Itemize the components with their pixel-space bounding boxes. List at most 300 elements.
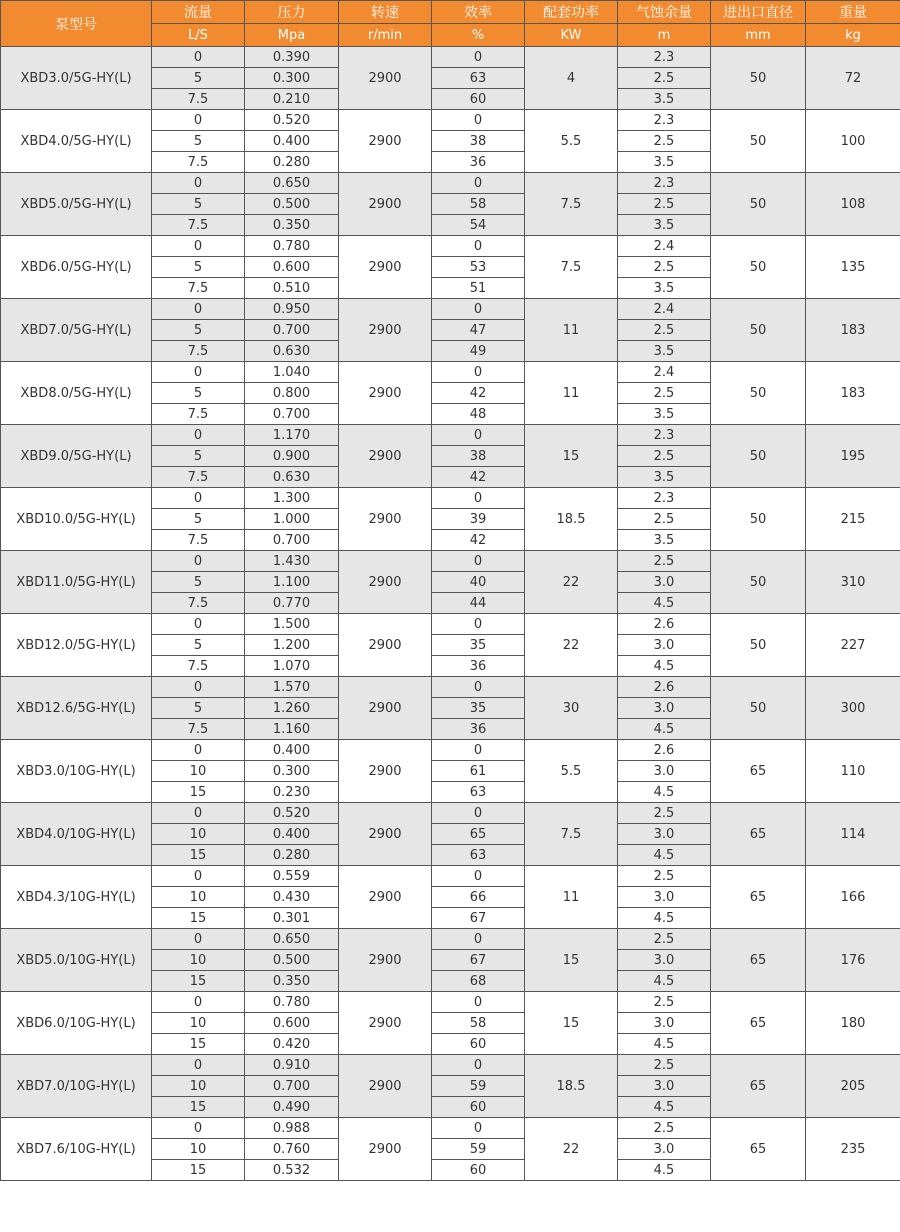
- header-model: 泵型号: [1, 1, 152, 47]
- npsh-cell: 2.3: [618, 173, 711, 194]
- pressure-cell: 0.400: [245, 824, 339, 845]
- pressure-cell: 0.780: [245, 992, 339, 1013]
- diameter-cell: 50: [711, 173, 806, 236]
- flow-cell: 7.5: [152, 152, 245, 173]
- pressure-cell: 0.301: [245, 908, 339, 929]
- flow-cell: 0: [152, 677, 245, 698]
- weight-cell: 135: [806, 236, 900, 299]
- flow-cell: 0: [152, 425, 245, 446]
- efficiency-cell: 63: [432, 845, 525, 866]
- efficiency-cell: 59: [432, 1139, 525, 1160]
- diameter-cell: 50: [711, 299, 806, 362]
- weight-cell: 110: [806, 740, 900, 803]
- efficiency-cell: 67: [432, 908, 525, 929]
- efficiency-cell: 0: [432, 173, 525, 194]
- efficiency-cell: 66: [432, 887, 525, 908]
- npsh-cell: 2.5: [618, 803, 711, 824]
- pressure-cell: 0.280: [245, 152, 339, 173]
- flow-cell: 15: [152, 845, 245, 866]
- flow-cell: 0: [152, 1055, 245, 1076]
- power-cell: 11: [525, 299, 618, 362]
- flow-cell: 0: [152, 992, 245, 1013]
- pressure-cell: 0.988: [245, 1118, 339, 1139]
- npsh-cell: 3.5: [618, 467, 711, 488]
- efficiency-cell: 0: [432, 110, 525, 131]
- npsh-cell: 3.5: [618, 278, 711, 299]
- model-cell: XBD12.0/5G-HY(L): [1, 614, 152, 677]
- pressure-cell: 1.170: [245, 425, 339, 446]
- pressure-cell: 0.950: [245, 299, 339, 320]
- speed-cell: 2900: [339, 992, 432, 1055]
- model-cell: XBD12.6/5G-HY(L): [1, 677, 152, 740]
- weight-cell: 183: [806, 299, 900, 362]
- pressure-cell: 0.700: [245, 530, 339, 551]
- model-cell: XBD8.0/5G-HY(L): [1, 362, 152, 425]
- efficiency-cell: 59: [432, 1076, 525, 1097]
- table-row: [1, 236, 900, 257]
- efficiency-cell: 0: [432, 1055, 525, 1076]
- efficiency-cell: 0: [432, 299, 525, 320]
- weight-cell: 108: [806, 173, 900, 236]
- table-row: [1, 551, 900, 572]
- header-pressure-unit: Mpa: [245, 24, 339, 47]
- speed-cell: 2900: [339, 110, 432, 173]
- diameter-cell: 50: [711, 614, 806, 677]
- npsh-cell: 2.3: [618, 425, 711, 446]
- pressure-cell: 0.700: [245, 404, 339, 425]
- weight-cell: 166: [806, 866, 900, 929]
- efficiency-cell: 47: [432, 320, 525, 341]
- npsh-cell: 4.5: [618, 1034, 711, 1055]
- power-cell: 15: [525, 992, 618, 1055]
- table-row: [1, 1055, 900, 1076]
- npsh-cell: 2.5: [618, 929, 711, 950]
- table-row: [1, 47, 900, 68]
- efficiency-cell: 58: [432, 194, 525, 215]
- power-cell: 22: [525, 614, 618, 677]
- npsh-cell: 3.5: [618, 152, 711, 173]
- model-cell: XBD3.0/5G-HY(L): [1, 47, 152, 110]
- pressure-cell: 1.100: [245, 572, 339, 593]
- efficiency-cell: 42: [432, 467, 525, 488]
- power-cell: 7.5: [525, 803, 618, 866]
- diameter-cell: 50: [711, 425, 806, 488]
- npsh-cell: 3.5: [618, 341, 711, 362]
- weight-cell: 100: [806, 110, 900, 173]
- header-npsh-unit: m: [618, 24, 711, 47]
- flow-cell: 0: [152, 866, 245, 887]
- header-speed: 转速: [339, 1, 432, 24]
- weight-cell: 72: [806, 47, 900, 110]
- power-cell: 5.5: [525, 110, 618, 173]
- header-power-unit: KW: [525, 24, 618, 47]
- flow-cell: 0: [152, 173, 245, 194]
- header-npsh: 气蚀余量: [618, 1, 711, 24]
- flow-cell: 0: [152, 236, 245, 257]
- diameter-cell: 50: [711, 362, 806, 425]
- npsh-cell: 2.5: [618, 992, 711, 1013]
- flow-cell: 7.5: [152, 530, 245, 551]
- npsh-cell: 4.5: [618, 719, 711, 740]
- pressure-cell: 0.520: [245, 110, 339, 131]
- npsh-cell: 2.5: [618, 866, 711, 887]
- flow-cell: 15: [152, 1034, 245, 1055]
- pressure-cell: 1.500: [245, 614, 339, 635]
- flow-cell: 5: [152, 383, 245, 404]
- weight-cell: 114: [806, 803, 900, 866]
- speed-cell: 2900: [339, 1055, 432, 1118]
- table-row: [1, 740, 900, 761]
- efficiency-cell: 48: [432, 404, 525, 425]
- npsh-cell: 4.5: [618, 593, 711, 614]
- efficiency-cell: 0: [432, 47, 525, 68]
- speed-cell: 2900: [339, 47, 432, 110]
- efficiency-cell: 44: [432, 593, 525, 614]
- npsh-cell: 2.4: [618, 299, 711, 320]
- efficiency-cell: 67: [432, 950, 525, 971]
- pressure-cell: 0.420: [245, 1034, 339, 1055]
- diameter-cell: 65: [711, 1118, 806, 1181]
- efficiency-cell: 0: [432, 866, 525, 887]
- pressure-cell: 0.800: [245, 383, 339, 404]
- speed-cell: 2900: [339, 362, 432, 425]
- pressure-cell: 0.600: [245, 257, 339, 278]
- efficiency-cell: 68: [432, 971, 525, 992]
- efficiency-cell: 36: [432, 152, 525, 173]
- flow-cell: 0: [152, 299, 245, 320]
- npsh-cell: 2.5: [618, 194, 711, 215]
- flow-cell: 10: [152, 887, 245, 908]
- header-diameter: 进出口直径: [711, 1, 806, 24]
- speed-cell: 2900: [339, 866, 432, 929]
- table-row: [1, 1118, 900, 1139]
- pressure-cell: 0.390: [245, 47, 339, 68]
- npsh-cell: 4.5: [618, 656, 711, 677]
- table-row: [1, 677, 900, 698]
- table-row: [1, 110, 900, 131]
- speed-cell: 2900: [339, 236, 432, 299]
- model-cell: XBD4.3/10G-HY(L): [1, 866, 152, 929]
- power-cell: 11: [525, 866, 618, 929]
- pressure-cell: 0.300: [245, 68, 339, 89]
- npsh-cell: 2.5: [618, 551, 711, 572]
- model-cell: XBD3.0/10G-HY(L): [1, 740, 152, 803]
- pressure-cell: 0.400: [245, 740, 339, 761]
- diameter-cell: 50: [711, 677, 806, 740]
- efficiency-cell: 54: [432, 215, 525, 236]
- speed-cell: 2900: [339, 299, 432, 362]
- flow-cell: 7.5: [152, 656, 245, 677]
- npsh-cell: 4.5: [618, 1097, 711, 1118]
- table-row: [1, 299, 900, 320]
- npsh-cell: 2.3: [618, 110, 711, 131]
- npsh-cell: 2.5: [618, 131, 711, 152]
- npsh-cell: 2.3: [618, 488, 711, 509]
- diameter-cell: 50: [711, 110, 806, 173]
- efficiency-cell: 0: [432, 677, 525, 698]
- header-weight-unit: kg: [806, 24, 900, 47]
- npsh-cell: 2.6: [618, 677, 711, 698]
- flow-cell: 10: [152, 1139, 245, 1160]
- pressure-cell: 1.040: [245, 362, 339, 383]
- pressure-cell: 0.430: [245, 887, 339, 908]
- pressure-cell: 0.780: [245, 236, 339, 257]
- pressure-cell: 0.600: [245, 1013, 339, 1034]
- npsh-cell: 3.0: [618, 1013, 711, 1034]
- pressure-cell: 1.160: [245, 719, 339, 740]
- flow-cell: 5: [152, 257, 245, 278]
- efficiency-cell: 51: [432, 278, 525, 299]
- pressure-cell: 0.900: [245, 446, 339, 467]
- flow-cell: 10: [152, 950, 245, 971]
- flow-cell: 15: [152, 782, 245, 803]
- model-cell: XBD7.0/5G-HY(L): [1, 299, 152, 362]
- power-cell: 5.5: [525, 740, 618, 803]
- flow-cell: 15: [152, 1097, 245, 1118]
- efficiency-cell: 65: [432, 824, 525, 845]
- speed-cell: 2900: [339, 425, 432, 488]
- efficiency-cell: 39: [432, 509, 525, 530]
- model-cell: XBD6.0/10G-HY(L): [1, 992, 152, 1055]
- pressure-cell: 0.630: [245, 467, 339, 488]
- pressure-cell: 0.650: [245, 929, 339, 950]
- npsh-cell: 3.5: [618, 215, 711, 236]
- power-cell: 7.5: [525, 173, 618, 236]
- npsh-cell: 2.5: [618, 509, 711, 530]
- diameter-cell: 65: [711, 740, 806, 803]
- npsh-cell: 3.0: [618, 1139, 711, 1160]
- pressure-cell: 0.510: [245, 278, 339, 299]
- header-power: 配套功率: [525, 1, 618, 24]
- efficiency-cell: 40: [432, 572, 525, 593]
- pressure-cell: 0.700: [245, 320, 339, 341]
- npsh-cell: 2.5: [618, 1118, 711, 1139]
- model-cell: XBD4.0/10G-HY(L): [1, 803, 152, 866]
- table-body: [1, 47, 900, 1181]
- npsh-cell: 4.5: [618, 971, 711, 992]
- power-cell: 15: [525, 425, 618, 488]
- flow-cell: 10: [152, 1013, 245, 1034]
- speed-cell: 2900: [339, 488, 432, 551]
- npsh-cell: 2.4: [618, 362, 711, 383]
- flow-cell: 0: [152, 614, 245, 635]
- pressure-cell: 0.500: [245, 950, 339, 971]
- npsh-cell: 2.5: [618, 257, 711, 278]
- npsh-cell: 3.0: [618, 698, 711, 719]
- weight-cell: 235: [806, 1118, 900, 1181]
- flow-cell: 5: [152, 572, 245, 593]
- efficiency-cell: 0: [432, 614, 525, 635]
- speed-cell: 2900: [339, 551, 432, 614]
- table-row: [1, 362, 900, 383]
- npsh-cell: 2.5: [618, 1055, 711, 1076]
- header-flow-unit: L/S: [152, 24, 245, 47]
- table-row: [1, 488, 900, 509]
- efficiency-cell: 60: [432, 1160, 525, 1181]
- speed-cell: 2900: [339, 929, 432, 992]
- weight-cell: 300: [806, 677, 900, 740]
- efficiency-cell: 60: [432, 1097, 525, 1118]
- flow-cell: 15: [152, 1160, 245, 1181]
- flow-cell: 0: [152, 1118, 245, 1139]
- weight-cell: 195: [806, 425, 900, 488]
- efficiency-cell: 38: [432, 131, 525, 152]
- diameter-cell: 65: [711, 1055, 806, 1118]
- flow-cell: 7.5: [152, 278, 245, 299]
- flow-cell: 7.5: [152, 467, 245, 488]
- flow-cell: 0: [152, 362, 245, 383]
- efficiency-cell: 61: [432, 761, 525, 782]
- diameter-cell: 65: [711, 929, 806, 992]
- npsh-cell: 2.5: [618, 68, 711, 89]
- diameter-cell: 50: [711, 551, 806, 614]
- weight-cell: 205: [806, 1055, 900, 1118]
- weight-cell: 180: [806, 992, 900, 1055]
- efficiency-cell: 0: [432, 425, 525, 446]
- speed-cell: 2900: [339, 740, 432, 803]
- flow-cell: 5: [152, 509, 245, 530]
- table-row: [1, 425, 900, 446]
- flow-cell: 15: [152, 971, 245, 992]
- flow-cell: 0: [152, 488, 245, 509]
- npsh-cell: 2.5: [618, 320, 711, 341]
- pressure-cell: 0.532: [245, 1160, 339, 1181]
- model-cell: XBD11.0/5G-HY(L): [1, 551, 152, 614]
- speed-cell: 2900: [339, 1118, 432, 1181]
- flow-cell: 5: [152, 698, 245, 719]
- pressure-cell: 1.260: [245, 698, 339, 719]
- flow-cell: 10: [152, 761, 245, 782]
- pressure-cell: 1.200: [245, 635, 339, 656]
- flow-cell: 0: [152, 47, 245, 68]
- model-cell: XBD10.0/5G-HY(L): [1, 488, 152, 551]
- flow-cell: 7.5: [152, 89, 245, 110]
- npsh-cell: 3.0: [618, 635, 711, 656]
- npsh-cell: 3.0: [618, 887, 711, 908]
- flow-cell: 0: [152, 740, 245, 761]
- npsh-cell: 2.5: [618, 383, 711, 404]
- efficiency-cell: 35: [432, 635, 525, 656]
- pressure-cell: 0.400: [245, 131, 339, 152]
- pressure-cell: 0.770: [245, 593, 339, 614]
- model-cell: XBD7.6/10G-HY(L): [1, 1118, 152, 1181]
- header-efficiency-unit: %: [432, 24, 525, 47]
- power-cell: 7.5: [525, 236, 618, 299]
- npsh-cell: 4.5: [618, 845, 711, 866]
- pressure-cell: 1.000: [245, 509, 339, 530]
- flow-cell: 5: [152, 68, 245, 89]
- weight-cell: 176: [806, 929, 900, 992]
- power-cell: 18.5: [525, 1055, 618, 1118]
- pressure-cell: 0.559: [245, 866, 339, 887]
- power-cell: 22: [525, 551, 618, 614]
- table-row: [1, 929, 900, 950]
- npsh-cell: 2.6: [618, 740, 711, 761]
- efficiency-cell: 35: [432, 698, 525, 719]
- diameter-cell: 65: [711, 866, 806, 929]
- npsh-cell: 2.4: [618, 236, 711, 257]
- weight-cell: 227: [806, 614, 900, 677]
- header-weight: 重量: [806, 1, 900, 24]
- efficiency-cell: 0: [432, 362, 525, 383]
- pressure-cell: 1.070: [245, 656, 339, 677]
- pressure-cell: 0.210: [245, 89, 339, 110]
- flow-cell: 15: [152, 908, 245, 929]
- flow-cell: 0: [152, 803, 245, 824]
- efficiency-cell: 53: [432, 257, 525, 278]
- model-cell: XBD9.0/5G-HY(L): [1, 425, 152, 488]
- efficiency-cell: 63: [432, 68, 525, 89]
- speed-cell: 2900: [339, 803, 432, 866]
- flow-cell: 7.5: [152, 404, 245, 425]
- npsh-cell: 3.5: [618, 530, 711, 551]
- efficiency-cell: 36: [432, 719, 525, 740]
- header-efficiency: 效率: [432, 1, 525, 24]
- efficiency-cell: 0: [432, 488, 525, 509]
- model-cell: XBD5.0/10G-HY(L): [1, 929, 152, 992]
- efficiency-cell: 60: [432, 1034, 525, 1055]
- power-cell: 22: [525, 1118, 618, 1181]
- pressure-cell: 0.910: [245, 1055, 339, 1076]
- npsh-cell: 3.5: [618, 404, 711, 425]
- pressure-cell: 0.350: [245, 215, 339, 236]
- flow-cell: 0: [152, 929, 245, 950]
- header-flow: 流量: [152, 1, 245, 24]
- flow-cell: 5: [152, 635, 245, 656]
- model-cell: XBD5.0/5G-HY(L): [1, 173, 152, 236]
- flow-cell: 0: [152, 110, 245, 131]
- efficiency-cell: 0: [432, 1118, 525, 1139]
- power-cell: 15: [525, 929, 618, 992]
- pressure-cell: 1.430: [245, 551, 339, 572]
- pressure-cell: 0.630: [245, 341, 339, 362]
- speed-cell: 2900: [339, 677, 432, 740]
- flow-cell: 5: [152, 131, 245, 152]
- table-row: [1, 866, 900, 887]
- flow-cell: 10: [152, 1076, 245, 1097]
- flow-cell: 10: [152, 824, 245, 845]
- efficiency-cell: 0: [432, 236, 525, 257]
- pressure-cell: 0.650: [245, 173, 339, 194]
- speed-cell: 2900: [339, 173, 432, 236]
- pressure-cell: 0.280: [245, 845, 339, 866]
- npsh-cell: 3.0: [618, 1076, 711, 1097]
- weight-cell: 310: [806, 551, 900, 614]
- table-row: [1, 803, 900, 824]
- weight-cell: 183: [806, 362, 900, 425]
- table-row: [1, 173, 900, 194]
- pressure-cell: 0.700: [245, 1076, 339, 1097]
- header-speed-unit: r/min: [339, 24, 432, 47]
- efficiency-cell: 42: [432, 530, 525, 551]
- diameter-cell: 50: [711, 236, 806, 299]
- npsh-cell: 2.6: [618, 614, 711, 635]
- npsh-cell: 3.0: [618, 761, 711, 782]
- table-row: [1, 992, 900, 1013]
- pressure-cell: 1.300: [245, 488, 339, 509]
- pressure-cell: 0.500: [245, 194, 339, 215]
- table-row: [1, 614, 900, 635]
- table-header: [1, 1, 900, 47]
- efficiency-cell: 0: [432, 992, 525, 1013]
- npsh-cell: 3.0: [618, 824, 711, 845]
- pressure-cell: 0.520: [245, 803, 339, 824]
- efficiency-cell: 0: [432, 803, 525, 824]
- efficiency-cell: 0: [432, 929, 525, 950]
- npsh-cell: 3.0: [618, 950, 711, 971]
- pressure-cell: 0.760: [245, 1139, 339, 1160]
- power-cell: 4: [525, 47, 618, 110]
